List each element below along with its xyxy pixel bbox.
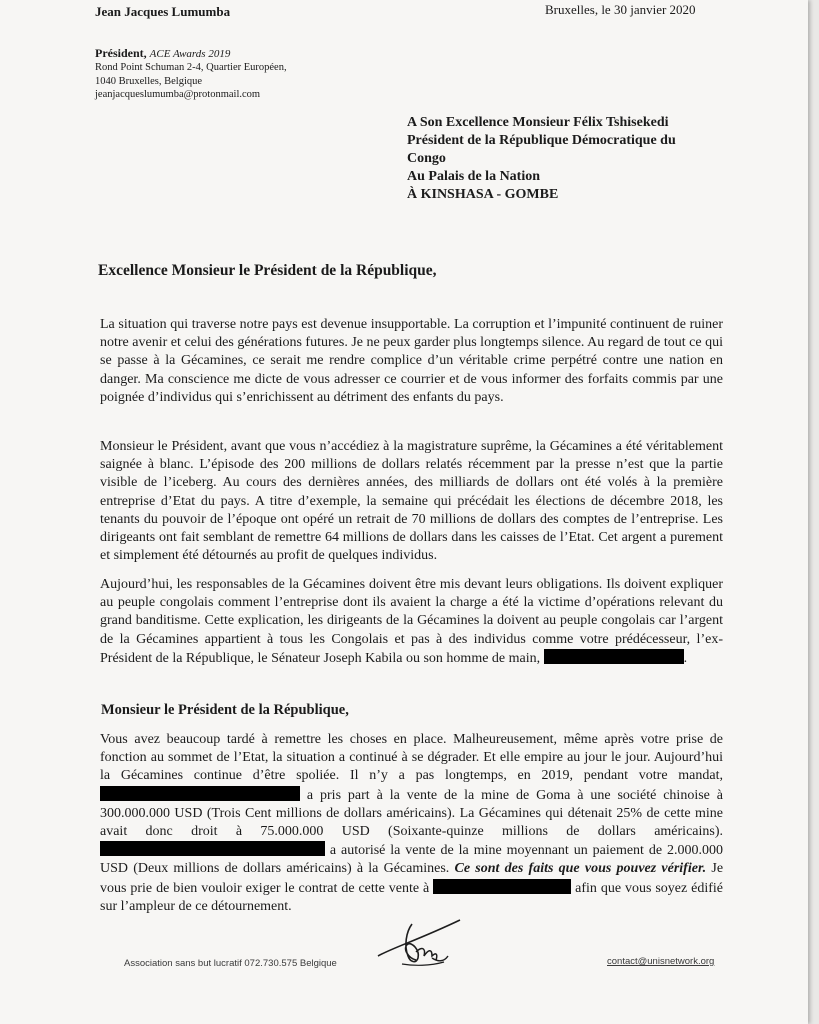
- paragraph-4-part-2: a pris part à la vente de la mine de Goma à une société chinoise à 300.000.000 USD (Trois Cent millions de dollars américains). La Gécamines qui détenait 25% de cette mine avait donc droit à 75.000.000 USD (Soixante-quinze millions de dollars américains).: [100, 787, 723, 840]
- address-line-2: 1040 Bruxelles, Belgique: [95, 75, 203, 87]
- paragraph-1: La situation qui traverse notre pays est devenue insupportable. La corruption et l’impunité continuent de ruiner notre avenir et celui des générations futures. Je ne peux garder plus longtemps silence. Au regard de tout ce qui se passe à la Gécamines, ce serait me rendre complice d’un véritable crime perpétré contre une nation en danger. Ma conscience me dicte de vous adresser ce courrier et de vous informer des forfaits commis par une poignée d’individus qui s’enrichissent au détriment des enfants du pays.: [100, 317, 723, 405]
- paragraph-3-end: .: [683, 650, 688, 666]
- recipient-block: [407, 114, 676, 204]
- subheading: Monsieur le Président de la République,: [101, 702, 349, 718]
- paragraph-4-part-5: afin que vous soyez édifié sur l’ampleur de ce détournement.: [100, 880, 724, 914]
- recipient-line-5: À KINSHASA - GOMBE: [407, 187, 559, 202]
- signature-icon: [372, 912, 467, 974]
- paragraph-4-part-1: Vous avez beaucoup tardé à remettre les choses en place. Malheureusement, même après votre prise de fonction au sommet de l’Etat, la situation a continué à se dégrader. Et elle empire au jour le jour. Aujourd’hui la Gécamines continue d’être spoliée. Il n’y a pas longtemps, en 2019, pendant votre mandat,: [100, 732, 723, 784]
- footer-contact-link[interactable]: contact@unisnetwork.org: [607, 956, 715, 967]
- sender-email: jeanjacqueslumumba@protonmail.com: [95, 89, 261, 100]
- salutation: Excellence Monsieur le Président de la République,: [98, 262, 437, 279]
- sender-award: ACE Awards 2019: [149, 48, 231, 60]
- paragraph-3-text: Aujourd’hui, les responsables de la Gécamines doivent être mis devant leurs obligations. Ils doivent expliquer au peuple congolais comment l’entreprise dont ils avaient la charge a été la victime d’opérations relevant du grand banditisme. Cette explication, les dirigeants de la Gécamines la doivent au peuple congolais car l’argent de la Gécamines appartient à tous les Congolais et pas à des individus comme votre prédécesseur, l’ex-Président de la République, le Sénateur Joseph Kabila ou son homme de main,: [100, 577, 723, 666]
- redaction-bar: [433, 879, 571, 894]
- recipient-line-1: A Son Excellence Monsieur Félix Tshisekedi: [407, 115, 669, 130]
- recipient-line-2: Président de la République Démocratique du: [407, 133, 676, 148]
- redaction-bar: [100, 786, 300, 801]
- letter-date: Bruxelles, le 30 janvier 2020: [545, 2, 696, 17]
- paragraph-4-part-4: Je vous prie de bien vouloir exiger le contrat de cette vente à: [100, 861, 724, 896]
- emphasis-text: Ce sont des faits que vous pouvez vérifier.: [454, 861, 707, 877]
- sender-address: [95, 61, 287, 102]
- redaction-bar: [100, 841, 325, 856]
- address-line-1: Rond Point Schuman 2-4, Quartier Européen,: [95, 62, 287, 73]
- paragraph-4: [100, 731, 723, 916]
- sender-role: Président,: [95, 46, 147, 60]
- sender-title: [95, 46, 230, 61]
- redaction-bar: [544, 649, 684, 664]
- footer-association: Association sans but lucratif 072.730.575 Belgique: [124, 958, 337, 969]
- recipient-line-4: Au Palais de la Nation: [407, 169, 541, 184]
- sender-name: Jean Jacques Lumumba: [95, 4, 231, 19]
- paragraph-3: [100, 576, 723, 668]
- recipient-line-3: Congo: [407, 151, 446, 166]
- paragraph-2: Monsieur le Président, avant que vous n’accédiez à la magistrature suprême, la Gécamines a été véritablement saignée à blanc. L’épisode des 200 millions de dollars relatés récemment par la presse n’est que la partie visible de l’iceberg. Au cours des dernières années, des milliards de dollars ont été volés à la première entreprise d’Etat du pays. A titre d’exemple, la semaine qui précédait les élections de décembre 2018, les tenants du pouvoir de l’époque ont opéré un retrait de 70 millions de dollars des comptes de l’entreprise. Les dirigeants ont fait semblant de remettre 64 millions de dollars dans les caisses de l’Etat. Cet argent a purement et simplement été détournés au profit de quelques individus.: [100, 439, 723, 564]
- paragraph-4-part-3: a autorisé la vente de la mine moyennant un paiement de 2.000.000 USD (Deux millions de dollars américains) à la Gécamines.: [100, 843, 723, 877]
